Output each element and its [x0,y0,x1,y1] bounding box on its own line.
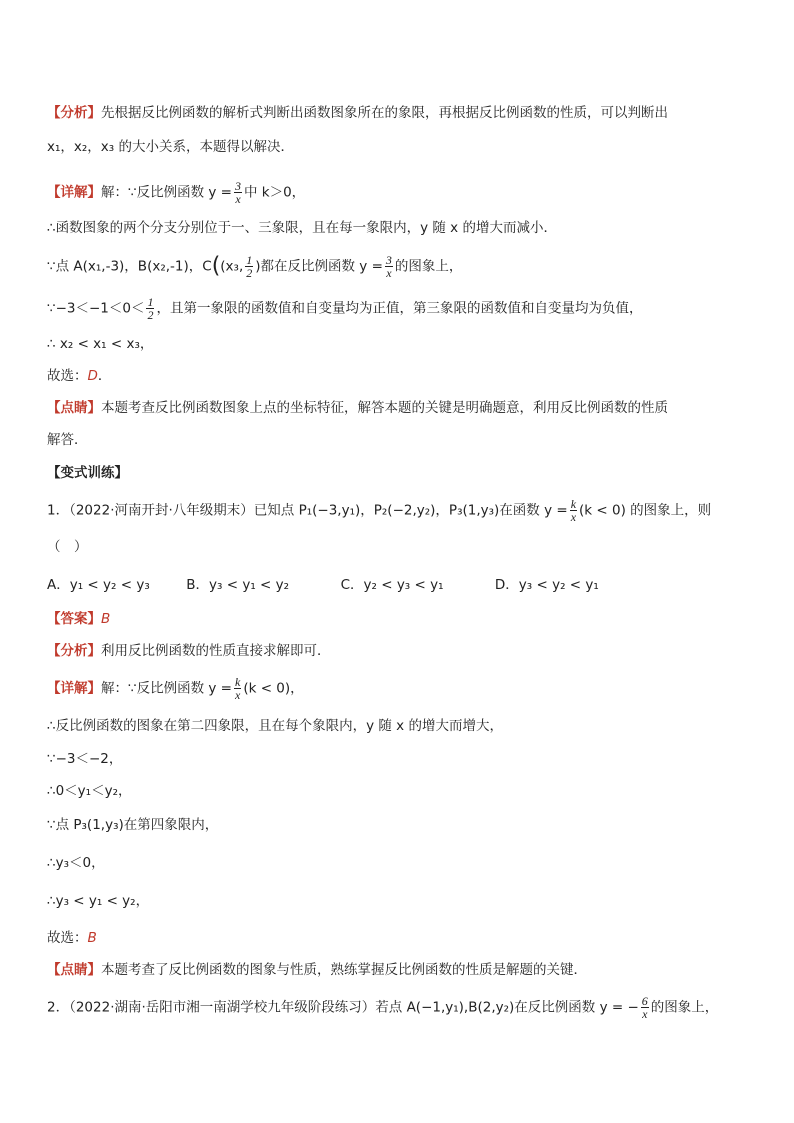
detail-text-a: 解：∵反比例函数 y = [101,184,232,201]
q1-detail-line-4: ∴0＜y₁＜y₂， [47,783,132,799]
q1-detail-line-7: ∴y₃ < y₁ < y₂， [47,893,150,909]
analysis-tag: 【分析】 [47,105,101,121]
detail-line-2: ∴函数图象的两个分支分别位于一、三象限，且在每一象限内，y 随 x 的增大而减小． [47,220,557,236]
detail-line-1 [47,180,305,205]
question-1-options [47,575,599,595]
answer-line [47,609,110,629]
choose-line-1: 故选：D． [47,368,112,384]
q1-analysis-tag: 【分析】 [47,643,101,659]
q1-detail-line-2: ∴反比例函数的图象在第二四象限，且在每个象限内，y 随 x 的增大而增大， [47,718,503,734]
fraction-1-over-2: $\frac{1}{2}$ [246,253,253,280]
detail-line-3: ∵点 A(x₁,-3)，B(x₂,-1)，C((x₃, $\frac{1}{2}$ )都在反比例函数 y = $\frac{3}{x}$ 的图象上， [47,253,463,280]
option-c: C．y₂ < y₃ < y₁ [340,577,444,593]
analysis-text-1: 先根据反比例函数的解析式判断出函数图象所在的象限，再根据反比例函数的性质，可以判断出 [101,105,668,121]
fraction-3-over-x-2: $\frac{3}{x}$ [385,253,392,280]
question-1-line-1: 1．（2022·河南开封·八年级期末）已知点 P₁(−3,y₁)，P₂(−2,y₂)，P₃(1,y₃)在函数 y = $\frac{k}{x}$ (k < 0) 的图象上，则 [47,497,712,524]
q1-choose-line: 故选：B [47,930,97,946]
fraction-6-over-x: $\frac{6}{x}$ [641,994,648,1021]
fraction-3-over-x: $\frac{3}{x}$ [234,179,241,206]
comment-line-1: 【点睛】本题考查反比例函数图象上点的坐标特征，解答本题的关键是明确题意，利用反比例函数的性质 [47,400,668,416]
q1-comment-tag: 【点睛】 [47,962,101,978]
q1-detail-line-6: ∴y₃＜0， [47,855,105,871]
detail-line-4: ∵−3＜−1＜0＜ $\frac{1}{2}$ ，且第一象限的函数值和自变量均为正值，第三象限的函数值和自变量均为负值， [47,295,643,322]
q1-analysis-line: 【分析】利用反比例函数的性质直接求解即可． [47,643,331,659]
answer-tag: 【答案】 [47,611,101,627]
fraction-k-over-x-2: $\frac{k}{x}$ [234,675,241,702]
comment-tag: 【点睛】 [47,400,101,416]
option-d: D．y₃ < y₂ < y₁ [494,577,599,593]
fraction-k-over-x: $\frac{k}{x}$ [570,497,577,524]
q1-detail-line-5: ∵点 P₃(1,y₃)在第四象限内， [47,817,219,833]
analysis-line-2 [47,137,294,157]
section-title: 【变式训练】 [47,465,128,481]
detail-line-5: ∴ x₂ < x₁ < x₃， [47,336,154,352]
fraction-1-over-2-b: $\frac{1}{2}$ [147,295,154,322]
comment-line-2: 解答． [47,432,88,448]
analysis-line-1 [47,103,668,123]
q1-detail-tag: 【详解】 [47,680,101,697]
detail-text-b: 中 k＞0， [243,184,306,201]
detail-tag: 【详解】 [47,184,101,201]
analysis-text-2: x₁，x₂，x₃ 的大小关系，本题得以解决． [47,139,294,155]
q1-detail-line-3: ∵−3＜−2， [47,751,123,767]
q1-detail-line-1: 【详解】解：∵反比例函数 y = $\frac{k}{x}$ (k < 0)， [47,675,304,702]
q1-comment-line: 【点睛】本题考查了反比例函数的图象与性质，熟练掌握反比例函数的性质是解题的关键． [47,962,587,978]
option-a: A．y₁ < y₂ < y₃ [47,577,150,593]
answer-value: B [101,611,111,627]
question-2-line-1: 2．（2022·湖南·岳阳市湘一南湖学校九年级阶段练习）若点 A(−1,y₁),B(2,y₂)在反比例函数 y = − $\frac{6}{x}$ 的图象上， [47,994,719,1021]
question-1-line-2: （ ） [47,539,88,555]
option-b: B．y₃ < y₁ < y₂ [186,577,290,593]
